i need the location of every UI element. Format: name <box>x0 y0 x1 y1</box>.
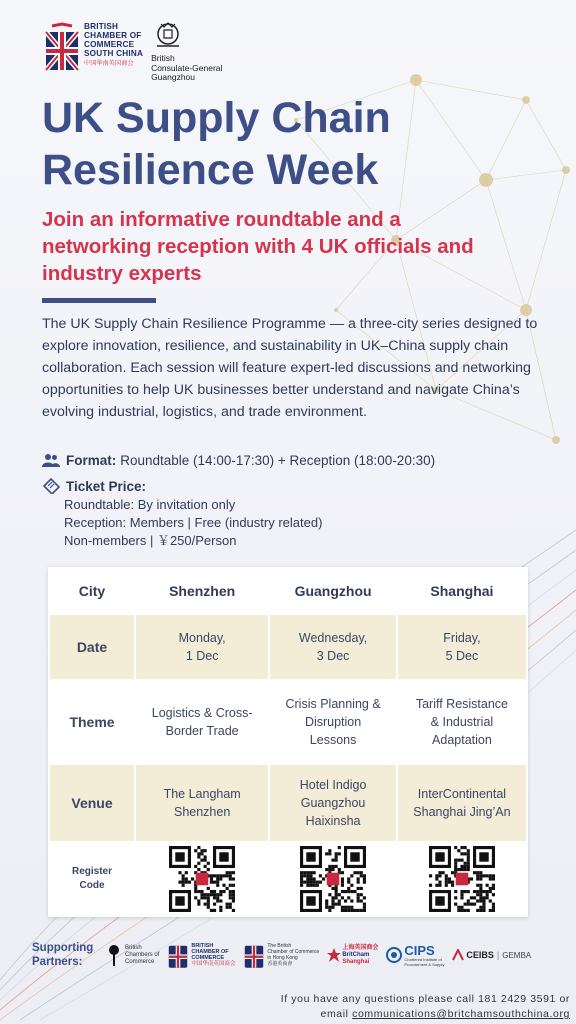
bcc-chinese-name: 中国华南英国商会 <box>84 61 134 67</box>
ticket-icon <box>42 478 60 494</box>
consulate-line: Guangzhou <box>151 72 196 82</box>
date-line: Friday, <box>443 631 481 645</box>
venue-cell <box>269 764 397 842</box>
cips-text: CIPS <box>404 942 435 958</box>
theme-line: Disruption <box>304 715 362 729</box>
bcc-line: COMMERCE <box>84 40 135 49</box>
table-row-venue <box>49 764 527 842</box>
theme-cell <box>135 680 269 764</box>
theme-line: Logistics & Cross- <box>151 706 253 720</box>
partner-text: CHAMBER OF <box>191 949 229 955</box>
theme-line: Adaptation <box>432 733 492 747</box>
subtitle: Join an informative roundtable and a networking reception with 4 UK officials and industry experts <box>42 208 474 285</box>
bcc-hong-kong-logo <box>243 940 319 970</box>
people-icon <box>42 452 60 468</box>
partner-text: in Hong Kong <box>267 955 298 961</box>
partners-label-line: Partners: <box>32 956 83 968</box>
partner-text: 香港英商會 <box>267 961 293 967</box>
partner-text: Procurement & Supply <box>404 961 445 967</box>
header-city: City <box>49 568 135 614</box>
venue-cell <box>135 764 269 842</box>
page-title <box>42 92 391 196</box>
bcc-south-china-logo <box>167 940 235 970</box>
partner-text: 上海英国商会 <box>342 944 379 951</box>
britcham-shanghai-logo <box>327 945 378 966</box>
ticket-details <box>64 496 322 550</box>
bcc-line: CHAMBER OF <box>84 31 142 40</box>
date-line: 3 Dec <box>316 649 350 663</box>
consulate-text <box>151 54 222 83</box>
row-label-register <box>49 842 135 916</box>
cips-logo <box>386 944 444 967</box>
qr-code-icon[interactable] <box>300 846 366 912</box>
bcc-line: SOUTH CHINA <box>84 49 144 58</box>
partner-text: Chamber of Commerce <box>267 949 320 955</box>
ceibs-text: CEIBS <box>466 949 494 960</box>
partners-label-line: Supporting <box>32 942 94 954</box>
qr-cell-shenzhen <box>135 842 269 916</box>
theme-line: Crisis Planning & <box>285 697 381 711</box>
header-logos <box>44 22 222 83</box>
format-row <box>42 452 435 468</box>
venue-line: InterContinental <box>417 787 507 801</box>
ticket-label: Ticket Price: <box>66 478 147 494</box>
venue-line: Shanghai Jing’An <box>413 805 511 819</box>
venue-line: Guangzhou <box>300 796 366 810</box>
consulate-line: Consulate-General <box>151 62 223 73</box>
partner-text: BritCham <box>342 951 370 958</box>
date-cell <box>269 614 397 680</box>
contact-footer <box>281 992 570 1022</box>
row-label-date: Date <box>49 614 135 680</box>
table-header-row <box>49 568 527 614</box>
partner-text: Chartered Institute of <box>404 956 442 962</box>
ceibs-mark-icon <box>452 949 464 961</box>
partner-text: The British <box>267 943 292 949</box>
star-icon <box>327 948 341 962</box>
cips-mark-icon <box>386 947 402 963</box>
partners-label <box>32 941 98 969</box>
qr-code-icon[interactable] <box>169 846 235 912</box>
venue-line: Haixinsha <box>305 814 361 828</box>
venue-line: Shenzhen <box>173 805 231 819</box>
header-shenzhen: Shenzhen <box>135 568 269 614</box>
qr-code-icon[interactable] <box>429 846 495 912</box>
footer-line: If you have any questions please call 181 2429 3591 or <box>280 993 570 1005</box>
chamber-logo-icon <box>243 940 265 970</box>
chamber-logo-icon <box>44 22 80 74</box>
bcc-logo-text <box>84 22 143 69</box>
register-line: Register <box>71 866 112 877</box>
qr-cell-shanghai <box>397 842 527 916</box>
consulate-line: British <box>151 53 175 63</box>
email-link[interactable]: communications@britchamsouthchina.org <box>352 1008 570 1020</box>
description: The UK Supply Chain Resilience Programme — a three-city series designed to explore innovation, resilience, and sustainability in UK–China supply chain collaboration. Each session will feature expert-led discussions and networking opportunities to help UK businesses better understand and navigate China’s evolving industrial, logistics, and trade environment. <box>42 316 538 420</box>
partner-text: Shanghai <box>342 958 370 965</box>
divider <box>42 298 156 303</box>
date-cell <box>397 614 527 680</box>
crest-icon <box>153 20 183 52</box>
header-shanghai: Shanghai <box>397 568 527 614</box>
ticket-line: Non-members | ￥250/Person <box>64 533 237 548</box>
partner-text: 中国华南英国商会 <box>191 961 236 967</box>
title-line: Resilience Week <box>42 146 379 194</box>
date-line: 1 Dec <box>185 649 219 663</box>
title-line: UK Supply Chain <box>42 94 391 142</box>
gemba-text: GEMBA <box>502 950 532 960</box>
venue-line: Hotel Indigo <box>299 778 367 792</box>
date-cell <box>135 614 269 680</box>
ticket-price <box>42 478 322 550</box>
bcc-flower-icon <box>106 942 122 968</box>
row-label-venue: Venue <box>49 764 135 842</box>
venue-line: The Langham <box>163 787 241 801</box>
partner-text: Chambers of <box>125 951 160 958</box>
venue-cell <box>397 764 527 842</box>
supporting-partners <box>32 940 531 970</box>
partner-text: Commerce <box>125 958 155 965</box>
partner-text: BRITISH <box>191 943 214 949</box>
date-line: 5 Dec <box>445 649 479 663</box>
theme-line: & Industrial <box>430 715 494 729</box>
theme-cell <box>269 680 397 764</box>
chamber-logo-icon <box>167 940 189 970</box>
partner-text: British <box>125 944 142 951</box>
table-row-theme <box>49 680 527 764</box>
format-value: Roundtable (14:00-17:30) + Reception (18:00-20:30) <box>120 452 436 468</box>
ceibs-gemba-logo: CEIBS | GEMBA <box>452 949 531 961</box>
theme-line: Lessons <box>309 733 357 747</box>
theme-cell <box>397 680 527 764</box>
ticket-heading <box>42 478 322 494</box>
register-line: Code <box>79 880 105 891</box>
ticket-line: Roundtable: By invitation only <box>64 497 236 512</box>
qr-cell-guangzhou <box>269 842 397 916</box>
footer-email-line <box>281 1007 570 1022</box>
format-label: Format: <box>66 452 117 468</box>
date-line: Monday, <box>178 631 226 645</box>
date-line: Wednesday, <box>298 631 368 645</box>
table-row-register <box>49 842 527 916</box>
header-guangzhou: Guangzhou <box>269 568 397 614</box>
british-chambers-logo <box>106 942 159 968</box>
footer-email-prefix: email <box>320 1008 353 1020</box>
bcc-line: BRITISH <box>84 22 119 31</box>
table-row-date <box>49 614 527 680</box>
theme-line: Border Trade <box>165 724 239 738</box>
ticket-line: Reception: Members | Free (industry related) <box>64 515 323 530</box>
schedule-table <box>48 567 528 917</box>
partner-text: COMMERCE <box>191 955 225 961</box>
theme-line: Tariff Resistance <box>415 697 509 711</box>
row-label-theme: Theme <box>49 680 135 764</box>
